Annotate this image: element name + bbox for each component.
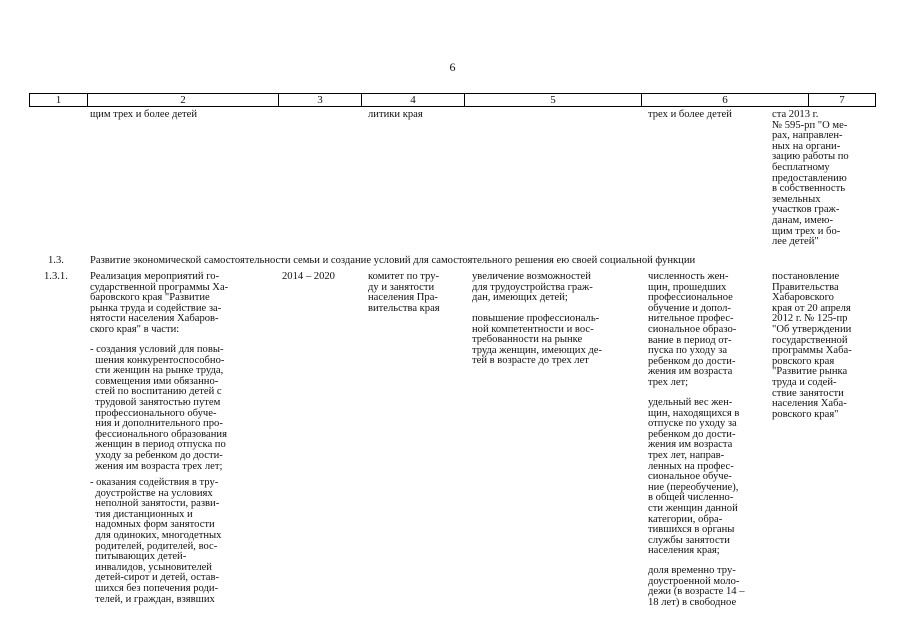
row-col6-indicator-3: доля временно тру- доустроенной моло- дежи (в возрасте 14 – 18 лет) в свободное — [648, 565, 745, 608]
row-col7-document: постановление Правительства Хабаровского края от 20 апреля 2012 г. № 125-пр "Об утверждении государственной программы Хаба- ровского края "Развитие рынка труда и содей- ствие занятости населения Хаба- ровского края" — [772, 271, 852, 420]
section-number: 1.3. — [48, 255, 64, 266]
row-col3-period: 2014 – 2020 — [282, 271, 335, 282]
page-number: 6 — [449, 60, 456, 74]
cont-col4-text: литики края — [368, 109, 423, 120]
col-header-6: 6 — [642, 94, 809, 107]
row-col2-bullet-2: - оказания содействия в тру- доустройстве на условиях неполной занятости, разви- тия дистанционных и надомных форм занятости для одиноких, многодетных родителей, родителей, вос- питывающих детей- инвалидов, усыновителей детей-сирот и детей, остав- шихся без попечения роди- телей, и граждан, взявших — [90, 477, 222, 605]
col-header-5: 5 — [465, 94, 642, 107]
cont-col6-text: трех и более детей — [648, 109, 732, 120]
table-header-row — [29, 93, 876, 107]
section-title: Развитие экономической самостоятельности семьи и создание условий для самостоятельного решения ею своей социальной функции — [90, 255, 696, 266]
row-col6-indicator-1: численность жен- щин, прошедших профессиональное обучение и допол- нительное профес- сиональное образо- вание в период от- пуска по уходу за ребенком до дости- жения им возраста трех лет; — [648, 271, 737, 388]
row-col5-result-1: увеличение возможностей для трудоустройства граж- дан, имеющих детей; — [472, 271, 593, 304]
row-number: 1.3.1. — [44, 271, 68, 282]
row-col6-indicator-2: удельный вес жен- щин, находящихся в отпуске по уходу за ребенком до дости- жения им возраста трех лет, направ- ленных на профес- сиональное обуче- ние (переобучение), в общей численно- сти женщин данной категории, обра- тившихся в органы службы занятости населения края; — [648, 397, 740, 557]
row-col2-bullet-1: - создания условий для повы- шения конкурентоспособно- сти женщин на рынке труда, совмещения ими обязанно- стей по воспитанию детей с трудовой занятостью путем профессионального обуче- ния и дополнительного про- фессионального образования женщин в период отпуска по уходу за ребенком до дости- жения им возраста трех лет; — [90, 344, 227, 472]
col-header-7: 7 — [809, 94, 876, 107]
row-col5-result-2: повышение профессиональ- ной компетентности и вос- требованности на рынке труда женщин, имеющих де- тей в возрасте до трех лет — [472, 313, 603, 367]
col-header-3: 3 — [279, 94, 362, 107]
col-header-1: 1 — [30, 94, 88, 107]
cont-col7-text: ста 2013 г. № 595-рп "О ме- рах, направлен- ных на органи- зацию работы по бесплатному предоставлению в собственность земельных участков граж- данам, имею- щим трех и бо- лее детей" — [772, 109, 849, 248]
row-col4-executor: комитет по тру- ду и занятости населения Пра- вительства края — [368, 271, 440, 314]
col-header-4: 4 — [362, 94, 465, 107]
row-col2-intro: Реализация мероприятий го- сударственной программы Ха- баровского края "Развитие рынка труда и содействие за- нятости населения Хабаров- ского края" в части: — [90, 271, 229, 335]
cont-col2-text: щим трех и более детей — [90, 109, 198, 120]
col-header-2: 2 — [88, 94, 279, 107]
